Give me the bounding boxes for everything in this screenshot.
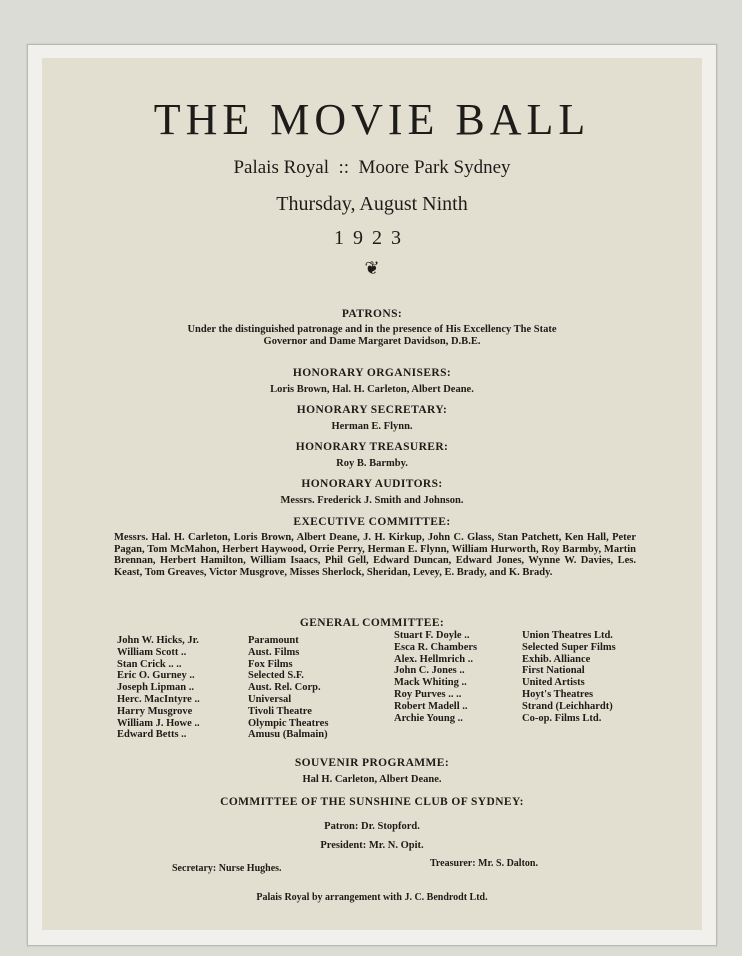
sunshine-patron: [42, 821, 702, 832]
organisers-text: Loris Brown, Hal. H. Carleton, Albert Deane.: [270, 384, 474, 395]
committee-firm: Selected S.F.: [248, 670, 304, 682]
committee-firm: Hoyt's Theatres: [522, 688, 594, 700]
committee-firm: Union Theatres Ltd.: [522, 630, 613, 641]
general-left-names: [117, 635, 200, 741]
auditors-heading: HONORARY AUDITORS:: [301, 478, 443, 490]
committee-name: Stan Crick .. ..: [117, 658, 182, 670]
executive-heading: EXECUTIVE COMMITTEE:: [293, 516, 451, 528]
committee-firm: Aust. Films: [248, 646, 300, 658]
date-line: Thursday, August Ninth: [276, 193, 468, 215]
souvenir-heading: SOUVENIR PROGRAMME:: [294, 757, 450, 769]
secretary-value: Nurse Hughes.: [218, 863, 282, 874]
secretary-text: Herman E. Flynn.: [331, 421, 413, 432]
committee-name: John C. Jones ..: [394, 665, 465, 677]
footer-note: Palais Royal by arrangement with J. C. Bendrodt Ltd.: [256, 892, 488, 903]
committee-name: Roy Purves .. ..: [394, 688, 462, 700]
committee-firm: Universal: [248, 693, 292, 705]
president-label: President:: [320, 840, 367, 851]
patrons-heading: PATRONS:: [341, 308, 403, 320]
committee-firm: Aust. Rel. Corp.: [248, 682, 321, 694]
general-left-firms: [248, 635, 328, 741]
committee-firm: First National: [522, 665, 585, 677]
committee-firm: Olympic Theatres: [248, 717, 329, 729]
committee-name: William Scott ..: [117, 646, 187, 658]
treasurer-text: Roy B. Barmby.: [336, 458, 408, 469]
souvenir-text: Hal H. Carleton, Albert Deane.: [302, 774, 442, 785]
president-value: Mr. N. Opit.: [368, 840, 424, 851]
general-heading: GENERAL COMMITTEE:: [299, 617, 445, 629]
committee-name: Mack Whiting ..: [394, 677, 467, 689]
committee-firm: Selected Super Films: [522, 641, 616, 653]
programme-page: [42, 58, 702, 930]
committee-name: Robert Madell ..: [394, 700, 468, 712]
committee-name: Alex. Hellmrich ..: [394, 653, 474, 665]
committee-name: Stuart F. Doyle ..: [394, 630, 470, 641]
treasurer-value: Mr. S. Dalton.: [478, 858, 538, 869]
committee-firm: Strand (Leichhardt): [522, 700, 613, 712]
patron-label: Patron:: [324, 821, 359, 832]
sunshine-secretary: [172, 863, 282, 874]
year-line: 1923: [334, 227, 410, 249]
committee-name: William J. Howe ..: [117, 717, 200, 729]
committee-firm: Tivoli Theatre: [248, 705, 312, 717]
general-right-names: [394, 630, 477, 724]
sunshine-treasurer: [430, 858, 538, 869]
committee-firm: United Artists: [522, 677, 585, 689]
committee-firm: Paramount: [248, 635, 299, 646]
auditors-text: Messrs. Frederick J. Smith and Johnson.: [280, 495, 464, 506]
committee-firm: Amusu (Balmain): [248, 729, 328, 741]
committee-name: Esca R. Chambers: [394, 641, 478, 653]
secretary-heading: HONORARY SECRETARY:: [296, 404, 448, 416]
treasurer-label: Treasurer:: [430, 858, 476, 869]
venue-line: Palais Royal :: Moore Park Sydney: [233, 157, 511, 178]
treasurer-heading: HONORARY TREASURER:: [295, 441, 449, 453]
committee-firm: Exhib. Alliance: [522, 653, 591, 665]
secretary-label: Secretary:: [172, 863, 217, 874]
organisers-heading: HONORARY ORGANISERS:: [292, 367, 452, 379]
committee-name: John W. Hicks, Jr.: [117, 635, 199, 646]
ornament-icon: ❦: [364, 258, 380, 278]
committee-firm: Co-op. Films Ltd.: [522, 712, 602, 724]
patrons-text: Under the distinguished patronage and in the presence of His Excellency The State Governor and Dame Margaret Davidson, D.B.E.: [187, 324, 557, 347]
patron-value: Dr. Stopford.: [361, 821, 420, 832]
committee-name: Edward Betts ..: [117, 729, 187, 741]
sunshine-president: [42, 840, 702, 851]
page-title: THE MOVIE BALL: [153, 95, 591, 144]
committee-name: Herc. MacIntyre ..: [117, 693, 200, 705]
executive-text: Messrs. Hal. H. Carleton, Loris Brown, Albert Deane, J. H. Kirkup, John C. Glass, Stan Patchett, Ken Hall, Peter Pagan, Tom McMahon, Herbert Haywood, Orrie Perry, Herman E. Flynn, William Hurworth, Roy Barmby, Martin Brennan, Herbert Hamilton, William Isaacs, Phil Gell, Edward Duncan, Edward Jones, Wynne W. Davies, Les. Keast, Tom Greaves, Victor Musgrove, Misses Sherlock, Sheridan, Levey, E. Brady, and K. Brady.: [114, 532, 636, 578]
general-right-firms: [522, 630, 616, 724]
committee-name: Joseph Lipman ..: [117, 682, 195, 694]
committee-name: Eric O. Gurney ..: [117, 670, 195, 682]
committee-name: Archie Young ..: [394, 712, 463, 724]
committee-name: Harry Musgrove: [117, 705, 193, 717]
committee-firm: Fox Films: [248, 658, 293, 670]
sunshine-heading: COMMITTEE OF THE SUNSHINE CLUB OF SYDNEY:: [220, 796, 524, 808]
